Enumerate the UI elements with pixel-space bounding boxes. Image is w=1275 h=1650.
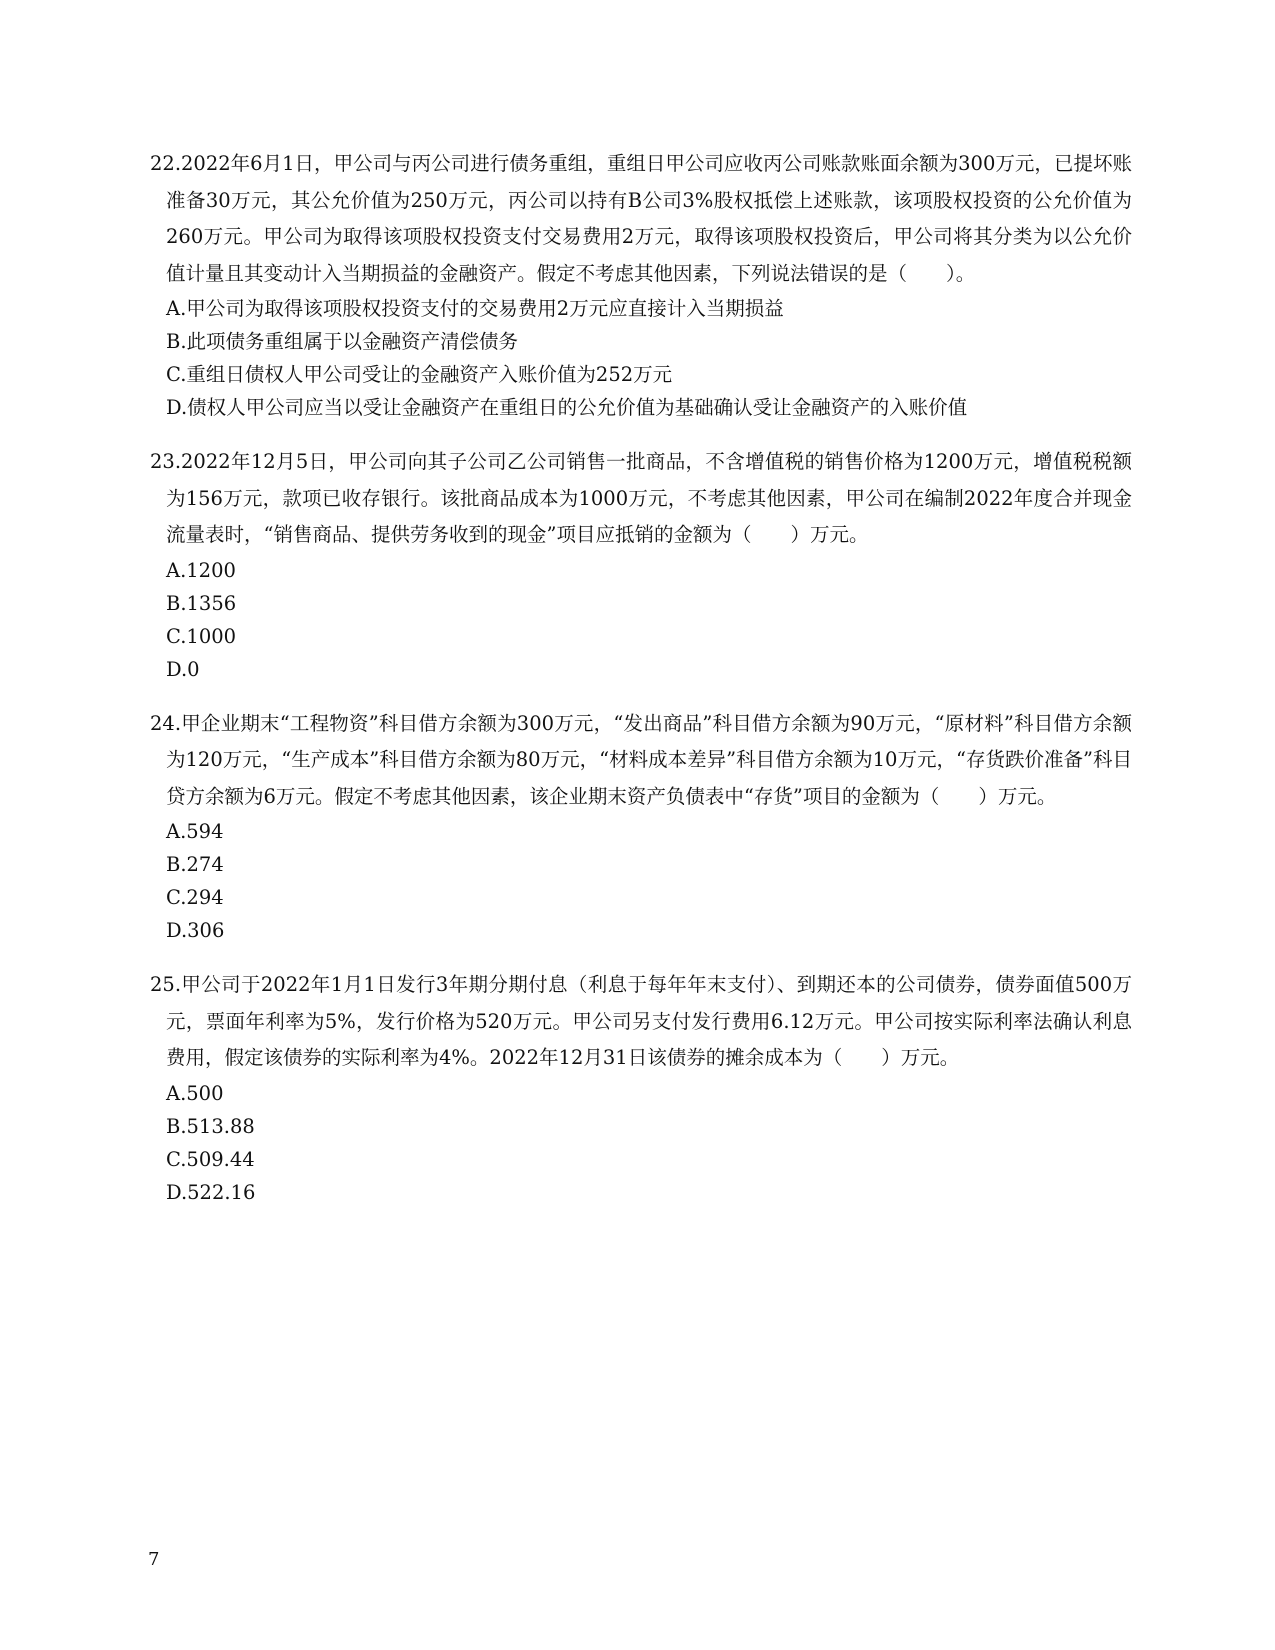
option-d: D.306 — [166, 919, 225, 942]
question-23 — [150, 444, 1132, 686]
option-d: D.0 — [166, 657, 200, 681]
option-a: A.500 — [166, 1081, 224, 1105]
question-stem: 25.甲公司于2022年1月1日发行3年期分期付息（利息于每年年末支付）、到期还本的公司债券，债券面值500万元，票面年利率为5%，发行价格为520万元。甲公司另支付发行费用6.12万元。甲公司按实际利率法确认利息费用，假定该债券的实际利率为4%。2022年12月31日该债券的摊余成本为（ ）万元。 — [150, 973, 1132, 1069]
document-page — [150, 146, 1132, 1229]
question-stem: 22.2022年6月1日，甲公司与丙公司进行债务重组，重组日甲公司应收丙公司账款账面余额为300万元，已提坏账准备30万元，其公允价值为250万元，丙公司以持有B公司3%股权抵偿上述账款，该项股权投资的公允价值为260万元。甲公司为取得该项股权投资支付交易费用2万元，取得该项股权投资后，甲公司将其分类为以公允价值计量且其变动计入当期损益的金融资产。假定不考虑其他因素，下列说法错误的是（ ）。 — [150, 152, 1132, 285]
option-c: C.1000 — [166, 624, 237, 648]
question-22 — [150, 146, 1132, 424]
option-a: A.1200 — [166, 558, 236, 582]
option-a: A.甲公司为取得该项股权投资支付的交易费用2万元应直接计入当期损益 — [166, 297, 784, 320]
option-a: A.594 — [166, 820, 224, 843]
question-stem: 23.2022年12月5日，甲公司向其子公司乙公司销售一批商品，不含增值税的销售价格为1200万元，增值税税额为156万元，款项已收存银行。该批商品成本为1000万元，不考虑其他因素，甲公司在编制2022年度合并现金流量表时，“销售商品、提供劳务收到的现金”项目应抵销的金额为（ ）万元。 — [150, 450, 1132, 546]
option-b: B.274 — [166, 853, 224, 876]
question-stem: 24.甲企业期末“工程物资”科目借方余额为300万元，“发出商品”科目借方余额为90万元，“原材料”科目借方余额为120万元，“生产成本”科目借方余额为80万元，“材料成本差异”科目借方余额为10万元，“存货跌价准备”科目贷方余额为6万元。假定不考虑其他因素，该企业期末资产负债表中“存货”项目的金额为（ ）万元。 — [150, 711, 1132, 808]
question-25 — [150, 967, 1132, 1209]
option-b: B.1356 — [166, 591, 237, 615]
option-b: B.此项债务重组属于以金融资产清偿债务 — [166, 330, 519, 353]
option-b: B.513.88 — [166, 1114, 255, 1138]
option-list — [150, 1077, 1132, 1209]
option-list — [150, 292, 1132, 424]
option-c: C.重组日债权人甲公司受让的金融资产入账价值为252万元 — [166, 363, 673, 386]
option-c: C.294 — [166, 886, 224, 909]
option-d: D.债权人甲公司应当以受让金融资产在重组日的公允价值为基础确认受让金融资产的入账价值 — [166, 396, 968, 419]
page-number: 7 — [148, 1549, 160, 1570]
option-list — [150, 554, 1132, 686]
option-list — [150, 815, 1132, 947]
option-d: D.522.16 — [166, 1180, 256, 1204]
option-c: C.509.44 — [166, 1147, 255, 1171]
question-24 — [150, 706, 1132, 948]
